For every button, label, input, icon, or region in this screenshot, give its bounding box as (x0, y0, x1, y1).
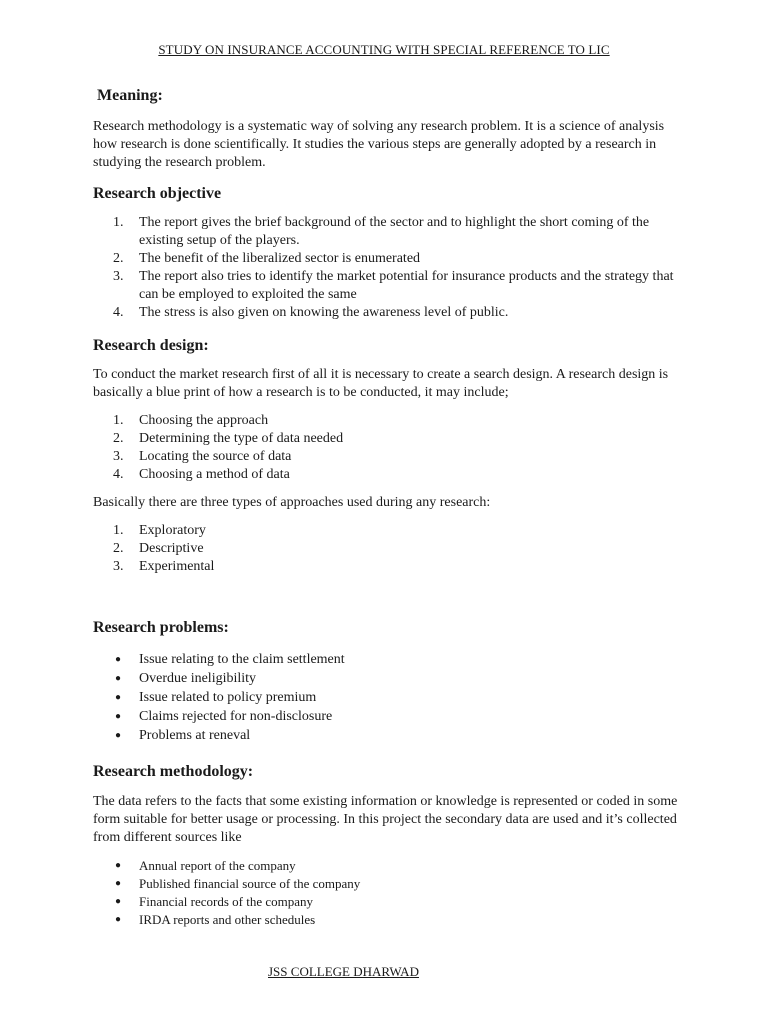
bullet-icon: ● (115, 654, 122, 665)
list-number: 1. (113, 523, 124, 538)
bullet-icon: ● (115, 711, 122, 722)
list-text: Financial records of the company (139, 894, 313, 909)
list-text: Determining the type of data needed (139, 431, 344, 446)
list-number: 2. (113, 541, 124, 556)
design-heading: Research design: (93, 337, 209, 354)
objective-heading: Research objective (93, 185, 222, 202)
approaches-list (93, 522, 678, 576)
list-item (93, 304, 678, 322)
list-item (93, 250, 678, 268)
problems-list (93, 650, 678, 745)
list-item (93, 726, 678, 745)
list-number: 3. (113, 269, 124, 284)
list-item (93, 650, 678, 669)
list-text: Annual report of the company (139, 858, 296, 873)
approaches-paragraph: Basically there are three types of approaches used during any research: (93, 495, 491, 510)
list-item (93, 688, 678, 707)
list-item (93, 430, 678, 448)
list-number: 4. (113, 305, 124, 320)
list-number: 2. (113, 251, 124, 266)
list-text: The report gives the brief background of the sector and to highlight the short coming of the existing setup of the players. (139, 215, 650, 248)
list-item (93, 857, 678, 875)
list-text: Issue related to policy premium (139, 690, 317, 705)
design-list (93, 412, 678, 484)
list-text: The stress is also given on knowing the awareness level of public. (139, 305, 509, 320)
objective-list (93, 214, 678, 322)
list-text: IRDA reports and other schedules (139, 912, 316, 927)
bullet-icon: ● (115, 896, 122, 907)
document-body (93, 86, 678, 929)
meaning-paragraph: Research methodology is a systematic way of solving any research problem. It is a science of analysis how research is done scientifically. It studies the various steps are generally adopted by a research in studying the research problem. (93, 119, 665, 170)
meaning-heading: Meaning: (97, 87, 163, 104)
list-text: Published financial source of the company (139, 876, 361, 891)
list-item (93, 448, 678, 466)
problems-heading: Research problems: (93, 619, 229, 636)
bullet-icon: ● (115, 860, 122, 871)
list-item (93, 707, 678, 726)
list-text: Overdue ineligibility (139, 671, 257, 686)
list-text: The benefit of the liberalized sector is enumerated (139, 251, 421, 266)
methodology-paragraph: The data refers to the facts that some existing information or knowledge is represented or coded in some form suitable for better usage or processing. In this project the secondary data are used and it’s collected from different sources like (93, 794, 678, 845)
list-text: Descriptive (139, 541, 204, 556)
list-text: Choosing a method of data (139, 467, 290, 482)
list-number: 1. (113, 413, 124, 428)
page-header: STUDY ON INSURANCE ACCOUNTING WITH SPECIAL REFERENCE TO LIC (158, 42, 610, 57)
list-number: 3. (113, 559, 124, 574)
methodology-heading: Research methodology: (93, 763, 254, 780)
list-text: Experimental (139, 559, 215, 574)
bullet-icon: ● (115, 730, 122, 741)
bullet-icon: ● (115, 692, 122, 703)
methodology-list (93, 857, 678, 929)
list-number: 1. (113, 215, 124, 230)
list-number: 4. (113, 467, 124, 482)
list-item (93, 268, 678, 304)
list-item (93, 466, 678, 484)
list-text: Problems at reneval (139, 728, 251, 743)
design-paragraph: To conduct the market research first of all it is necessary to create a search design. A research design is basically a blue print of how a research is to be conducted, it may include; (93, 367, 669, 400)
list-item (93, 911, 678, 929)
list-item (93, 522, 678, 540)
list-item (93, 669, 678, 688)
list-item (93, 540, 678, 558)
list-item (93, 412, 678, 430)
list-text: Choosing the approach (139, 413, 269, 428)
list-number: 2. (113, 431, 124, 446)
list-item (93, 558, 678, 576)
list-item (93, 875, 678, 893)
bullet-icon: ● (115, 878, 122, 889)
list-text: Exploratory (139, 523, 206, 538)
list-item (93, 214, 678, 250)
list-item (93, 893, 678, 911)
list-text: Claims rejected for non-disclosure (139, 709, 333, 724)
list-text: The report also tries to identify the market potential for insurance products and the strategy that can be employed to exploited the same (139, 269, 674, 302)
list-text: Locating the source of data (139, 449, 292, 464)
bullet-icon: ● (115, 914, 122, 925)
list-number: 3. (113, 449, 124, 464)
list-text: Issue relating to the claim settlement (139, 652, 345, 667)
page-footer: JSS COLLEGE DHARWAD (268, 964, 419, 979)
bullet-icon: ● (115, 673, 122, 684)
